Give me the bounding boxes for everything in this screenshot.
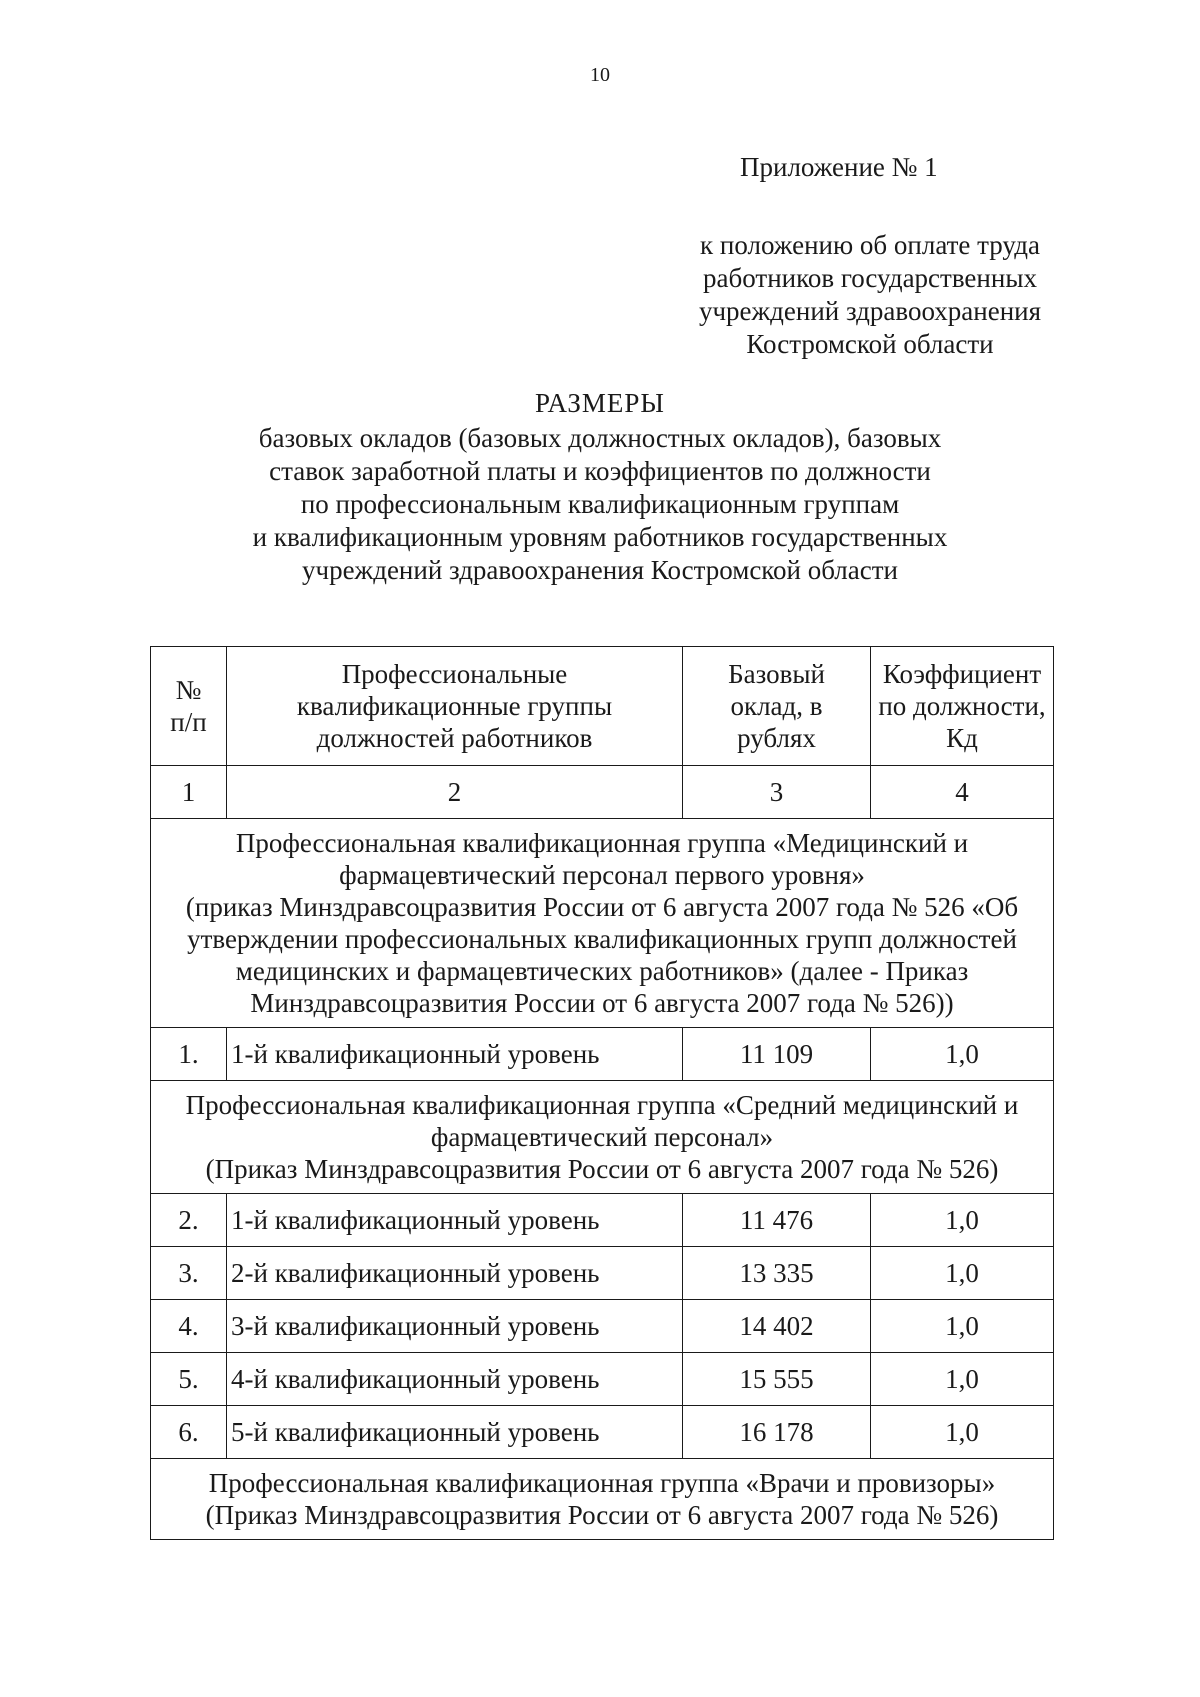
coefficient: 1,0 — [871, 1353, 1054, 1406]
table-row — [151, 1194, 1054, 1247]
base-salary: 16 178 — [683, 1406, 871, 1459]
header-line: должностей работников — [316, 723, 593, 753]
group-title — [151, 819, 1054, 1028]
subtitle-line: ставок заработной платы и коэффициентов по должности — [269, 456, 931, 486]
header-line: рублях — [737, 723, 816, 753]
header-line: Кд — [946, 723, 978, 753]
table-row — [151, 1353, 1054, 1406]
group-title-line: Профессиональная квалификационная группа «Врачи и провизоры» — [208, 1468, 996, 1498]
annex-reference — [650, 229, 1090, 361]
group-title — [151, 1081, 1054, 1194]
column-number: 1 — [151, 766, 227, 819]
qualification-level: 4-й квалификационный уровень — [227, 1353, 683, 1406]
header-line: Базовый — [728, 659, 825, 689]
subtitle-line: базовых окладов (базовых должностных окладов), базовых — [258, 423, 942, 453]
group-title-row — [151, 1459, 1054, 1540]
group-title-line: утверждении профессиональных квалификационных групп должностей — [187, 924, 1017, 954]
table-body — [151, 647, 1054, 1540]
coefficient: 1,0 — [871, 1406, 1054, 1459]
document-title: РАЗМЕРЫ — [535, 388, 665, 418]
group-title-line: (Приказ Минздравсоцразвития России от 6 августа 2007 года № 526) — [205, 1154, 999, 1184]
annex-ref-line: к положению об оплате труда — [700, 230, 1040, 260]
header-line: Коэффициент — [882, 659, 1042, 689]
qualification-level: 1-й квалификационный уровень — [227, 1194, 683, 1247]
table-row — [151, 1300, 1054, 1353]
qualification-level: 5-й квалификационный уровень — [227, 1406, 683, 1459]
annex-ref-line: работников государственных — [703, 263, 1037, 293]
salary-table — [150, 646, 1054, 1540]
row-number: 5. — [151, 1353, 227, 1406]
row-number: 2. — [151, 1194, 227, 1247]
group-title-row — [151, 819, 1054, 1028]
qualification-level: 2-й квалификационный уровень — [227, 1247, 683, 1300]
table-row — [151, 1028, 1054, 1081]
table-row — [151, 1406, 1054, 1459]
document-subtitle — [150, 422, 1050, 587]
header-group — [227, 647, 683, 766]
header-line: № — [175, 675, 202, 705]
coefficient: 1,0 — [871, 1247, 1054, 1300]
group-title-line: фармацевтический персонал» — [430, 1122, 774, 1152]
column-number-row — [151, 766, 1054, 819]
table-header-row — [151, 647, 1054, 766]
column-number: 3 — [683, 766, 871, 819]
column-number: 4 — [871, 766, 1054, 819]
group-title — [151, 1459, 1054, 1540]
column-number: 2 — [227, 766, 683, 819]
group-title-line: (Приказ Минздравсоцразвития России от 6 августа 2007 года № 526) — [205, 1500, 999, 1530]
base-salary: 14 402 — [683, 1300, 871, 1353]
annex-ref-line: Костромской области — [746, 329, 994, 359]
group-title-line: медицинских и фармацевтических работников» (далее - Приказ — [235, 956, 969, 986]
subtitle-line: и квалификационным уровням работников государственных — [252, 522, 948, 552]
qualification-level: 1-й квалификационный уровень — [227, 1028, 683, 1081]
row-number: 1. — [151, 1028, 227, 1081]
base-salary: 11 109 — [683, 1028, 871, 1081]
coefficient: 1,0 — [871, 1300, 1054, 1353]
annex-ref-line: учреждений здравоохранения — [698, 296, 1042, 326]
header-line: п/п — [170, 707, 207, 737]
row-number: 3. — [151, 1247, 227, 1300]
group-title-line: Профессиональная квалификационная группа «Медицинский и — [235, 828, 969, 858]
header-line: квалификационные группы — [296, 691, 613, 721]
header-coefficient — [871, 647, 1054, 766]
group-title-row — [151, 1081, 1054, 1194]
header-salary — [683, 647, 871, 766]
row-number: 6. — [151, 1406, 227, 1459]
subtitle-line: по профессиональным квалификационным группам — [300, 489, 900, 519]
page-number: 10 — [590, 64, 610, 86]
header-number — [151, 647, 227, 766]
qualification-level: 3-й квалификационный уровень — [227, 1300, 683, 1353]
header-line: Профессиональные — [341, 659, 568, 689]
header-line: по должности, — [878, 691, 1046, 721]
coefficient: 1,0 — [871, 1028, 1054, 1081]
group-title-line: Минздравсоцразвития России от 6 августа 2007 года № 526)) — [250, 988, 954, 1018]
subtitle-line: учреждений здравоохранения Костромской области — [301, 555, 899, 585]
coefficient: 1,0 — [871, 1194, 1054, 1247]
row-number: 4. — [151, 1300, 227, 1353]
base-salary: 13 335 — [683, 1247, 871, 1300]
base-salary: 15 555 — [683, 1353, 871, 1406]
base-salary: 11 476 — [683, 1194, 871, 1247]
header-line: оклад, в — [730, 691, 823, 721]
group-title-line: (приказ Минздравсоцразвития России от 6 августа 2007 года № 526 «Об — [185, 892, 1019, 922]
table-row — [151, 1247, 1054, 1300]
group-title-line: Профессиональная квалификационная группа «Средний медицинский и — [185, 1090, 1019, 1120]
group-title-line: фармацевтический персонал первого уровня» — [339, 860, 865, 890]
annex-title: Приложение № 1 — [740, 152, 938, 182]
